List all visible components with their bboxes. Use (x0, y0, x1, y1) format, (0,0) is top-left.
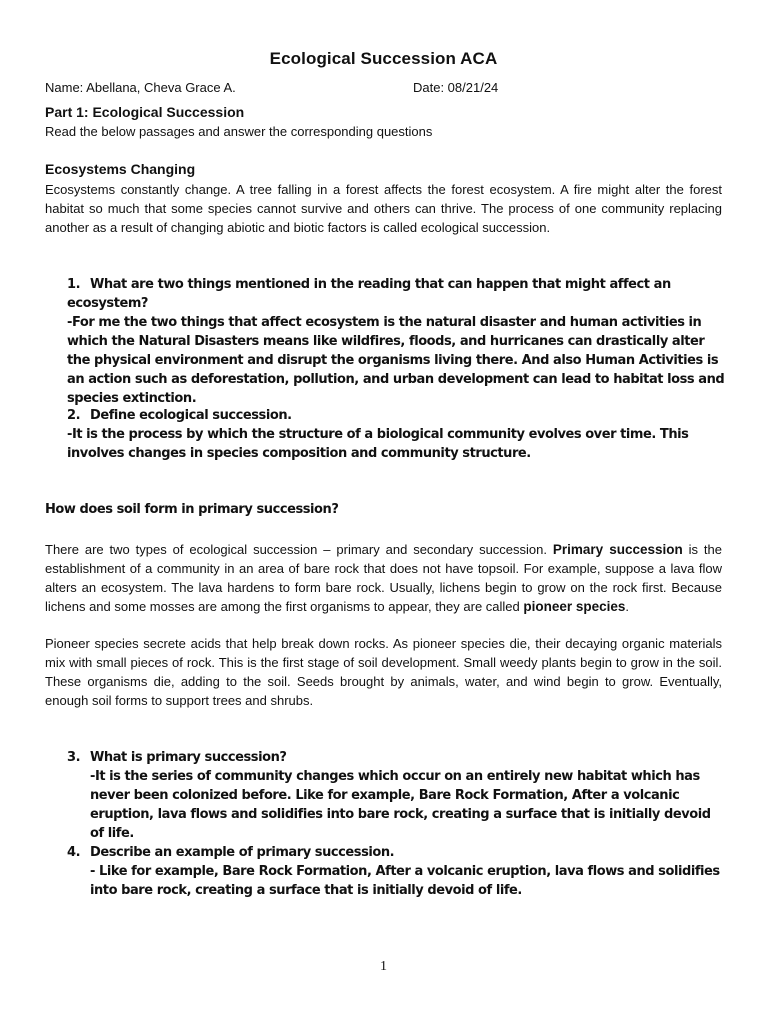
question-4-prompt (67, 843, 727, 862)
question-3-number: 3. (67, 750, 81, 765)
instructions: Read the below passages and answer the corresponding questions (45, 124, 433, 139)
paragraph-pioneer-species: Pioneer species secrete acids that help break down rocks. As pioneer species die, their decaying organic materials mix with small pieces of rock. This is the first stage of soil development. Small weedy plants begin to grow in the soil. These organisms die, adding to the soil. Seeds brought by animals, water, and wind begin to grow. Eventually, enough soil forms to support trees and shrubs. (45, 636, 722, 708)
question-2-prompt (67, 406, 727, 425)
answer-3: -It is the series of community changes which occur on an entirely new habitat which has never been colonized before. Like for example, Bare Rock Formation, After a volcanic eruption, lava flows and solidifies into bare rock, creating a surface that is initially devoid of life. (90, 769, 711, 841)
section-heading-soil: How does soil form in primary succession? (45, 502, 339, 517)
student-name: Name: Abellana, Cheva Grace A. (45, 80, 236, 95)
answer-2: -It is the process by which the structure of a biological community evolves over time. This involves changes in species composition and community structure. (67, 427, 689, 461)
document-page (45, 0, 725, 1024)
question-2-text: Define ecological succession. (90, 408, 292, 423)
keyword-primary-succession: Primary succession (552, 542, 683, 557)
paragraph-primary-succession (45, 540, 722, 616)
para2-text-1: There are two types of ecological succession – primary and secondary succession. (45, 542, 553, 557)
question-3-text: What is primary succession? (90, 750, 287, 765)
question-4 (67, 843, 727, 900)
date: Date: 08/21/24 (413, 80, 499, 95)
keyword-pioneer-species: pioneer species (523, 599, 626, 614)
question-1-text: What are two things mentioned in the reading that can happen that might affect an ecosystem? (67, 277, 671, 311)
para2-text-2: is the establishment of a community in an area of bare rock that does not have topsoil. For example, suppose a lava flow alters an ecosystem. The lava hardens to form bare rock. Usually, lichens begin to grow on the rock first. Because lichens and some mosses are among the first organisms to appear, they are called (45, 542, 722, 614)
page-number: 1 (380, 959, 387, 974)
question-3 (67, 748, 727, 843)
question-4-text: Describe an example of primary succession. (90, 845, 395, 860)
section-heading-ecosystems: Ecosystems Changing (45, 161, 196, 177)
question-4-number: 4. (67, 845, 81, 860)
document-title: Ecological Succession ACA (269, 49, 498, 68)
paragraph-ecosystems: Ecosystems constantly change. A tree falling in a forest affects the forest ecosystem. A fire might alter the forest habitat so much that some species cannot survive and others can thrive. The process of one community replacing another as a result of changing abiotic and biotic factors is called ecological succession. (45, 182, 722, 235)
question-1 (67, 275, 727, 408)
answer-4: - Like for example, Bare Rock Formation, After a volcanic eruption, lava flows and solidifies into bare rock, creating a surface that is initially devoid of life. (90, 864, 720, 898)
question-3-prompt (67, 748, 727, 767)
question-1-number: 1. (67, 277, 81, 292)
question-1-prompt (67, 275, 727, 313)
answer-1: -For me the two things that affect ecosystem is the natural disaster and human activities in which the Natural Disasters means like wildfires, floods, and hurricanes can drastically alter the physical environment and disrupt the organisms living there. And also Human Activities is an action such as deforestation, pollution, and urban development can lead to habitat loss and species extinction. (67, 315, 725, 406)
part-heading: Part 1: Ecological Succession (45, 104, 245, 120)
para2-text-3: . (625, 599, 630, 614)
question-2-number: 2. (67, 408, 81, 423)
header-meta (45, 80, 722, 98)
question-2 (67, 406, 727, 463)
